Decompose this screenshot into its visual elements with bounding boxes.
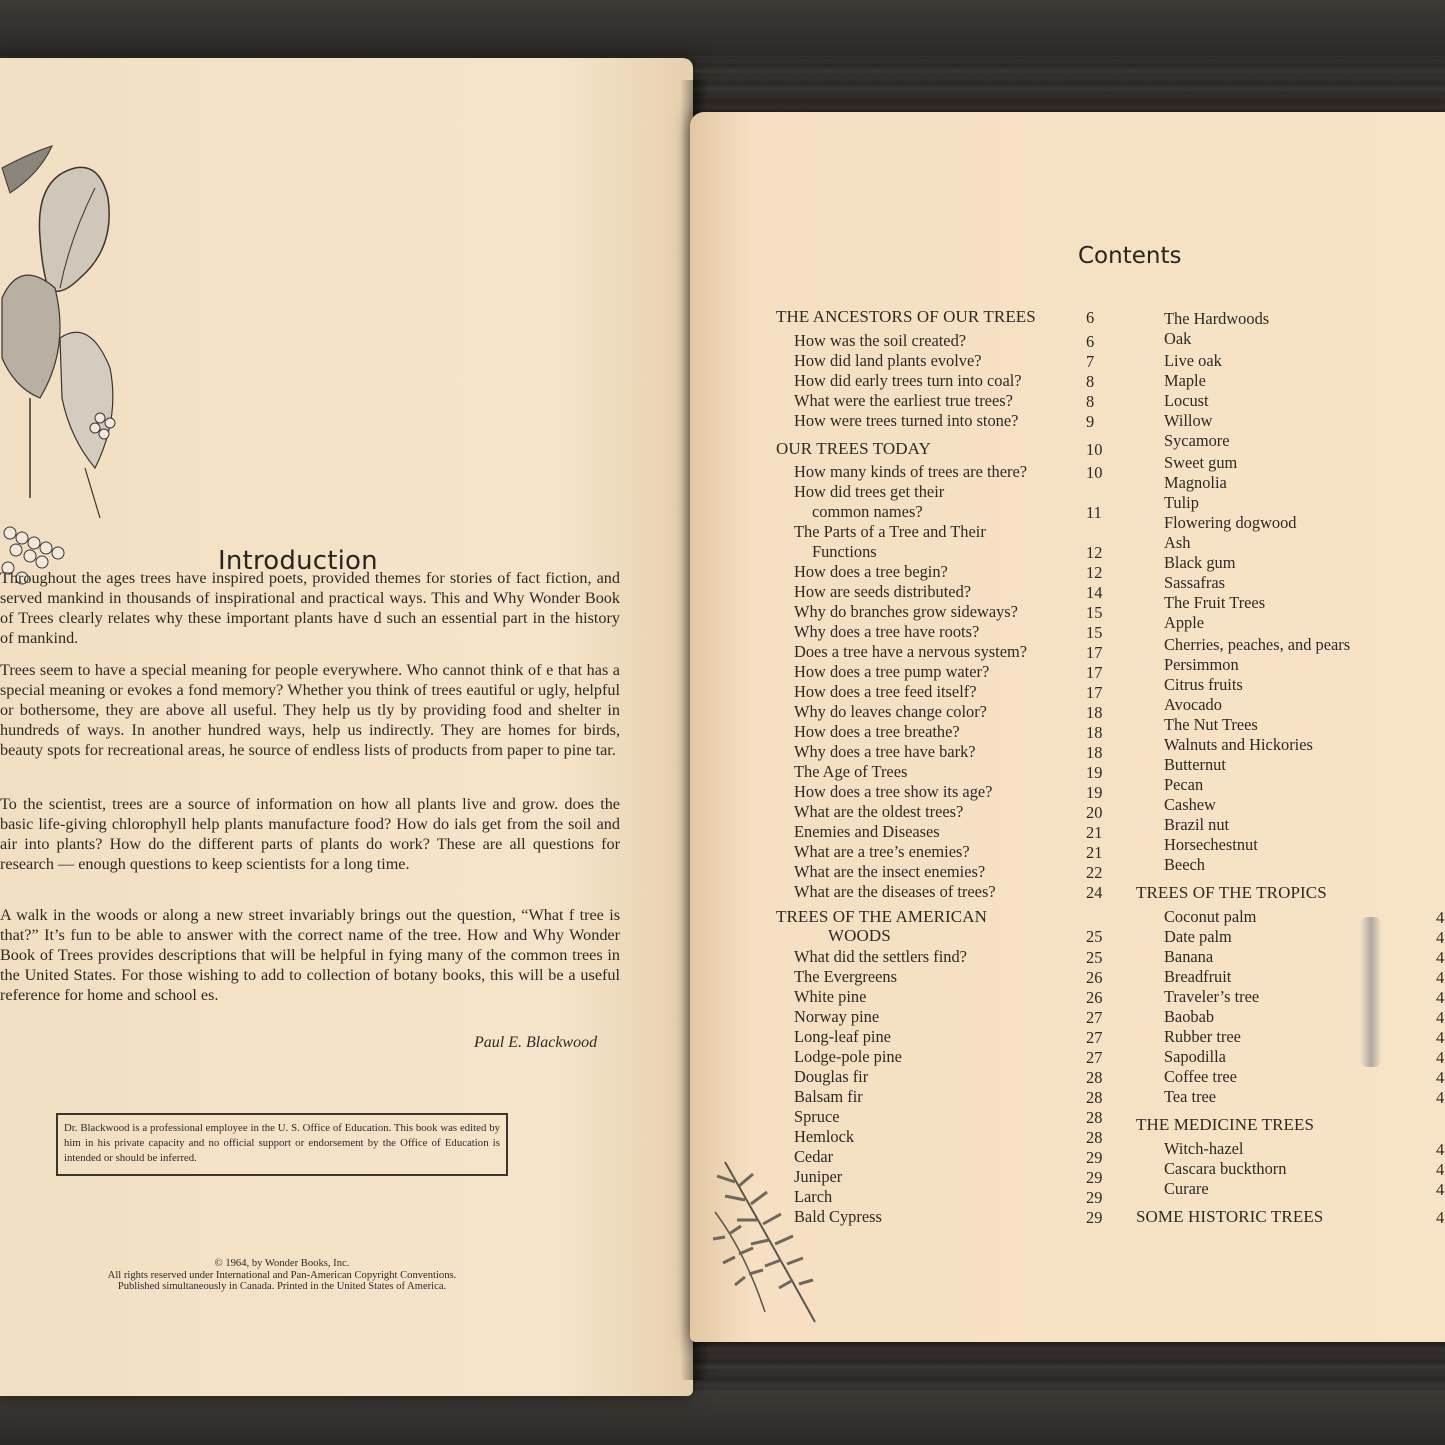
toc-entry-title: How does a tree begin? bbox=[794, 562, 948, 581]
toc-page-number: 28 bbox=[1086, 1088, 1103, 1107]
toc-entry-title: Breadfruit bbox=[1164, 967, 1232, 986]
toc-entry-title: Ash bbox=[1164, 533, 1191, 552]
toc-page-number: 18 bbox=[1086, 703, 1103, 722]
toc-page-number: 17 bbox=[1086, 683, 1103, 702]
toc-entry-title: Does a tree have a nervous system? bbox=[794, 642, 1028, 661]
toc-page-number: 4 bbox=[1436, 1068, 1445, 1087]
toc-page-number: 28 bbox=[1086, 1068, 1103, 1087]
toc-page-number: 29 bbox=[1086, 1188, 1103, 1207]
intro-title: Introduction bbox=[218, 546, 378, 576]
toc-section-title: OUR TREES TODAY bbox=[776, 439, 931, 458]
toc-page-number: 4 bbox=[1436, 1160, 1445, 1179]
toc-page-number: 27 bbox=[1086, 1008, 1103, 1027]
toc-entry-title: What are the diseases of trees? bbox=[794, 882, 996, 901]
toc-entry-title: The Hardwoods bbox=[1164, 309, 1270, 328]
toc-entry-title: What are the oldest trees? bbox=[794, 802, 964, 821]
toc-page-number: 12 bbox=[1086, 563, 1103, 582]
fern-illustration bbox=[705, 1142, 835, 1332]
toc-entry-title: How was the soil created? bbox=[794, 331, 967, 350]
toc-entry-title: Sassafras bbox=[1164, 573, 1225, 592]
toc-entry-title: Maple bbox=[1164, 371, 1206, 390]
toc-page-number: 17 bbox=[1086, 663, 1103, 682]
toc-entry-title: Willow bbox=[1164, 411, 1213, 430]
toc-entry-title: Why does a tree have bark? bbox=[794, 742, 976, 761]
toc-entry-title: Cascara buckthorn bbox=[1164, 1159, 1287, 1178]
copyright-line: Published simultaneously in Canada. Printed in the United States of America. bbox=[117, 1281, 447, 1292]
toc-page-number: 26 bbox=[1086, 988, 1103, 1007]
toc-entry-title: How does a tree show its age? bbox=[794, 782, 993, 801]
toc-entry-title: Coffee tree bbox=[1164, 1067, 1237, 1086]
toc-page-number: 8 bbox=[1086, 372, 1095, 391]
toc-page-number: 25 bbox=[1086, 927, 1103, 946]
toc-entry-title: Douglas fir bbox=[794, 1067, 869, 1086]
toc-page-number: 25 bbox=[1086, 948, 1103, 967]
toc-entry-title: Hemlock bbox=[794, 1127, 855, 1146]
toc-page-number: 7 bbox=[1086, 352, 1095, 371]
toc-entry-title: Rubber tree bbox=[1164, 1027, 1241, 1046]
toc-page-number: 18 bbox=[1086, 743, 1103, 762]
toc-page-number: 4 bbox=[1436, 1028, 1445, 1047]
toc-page-number: 6 bbox=[1086, 308, 1095, 327]
toc-page-number: 4 bbox=[1436, 1208, 1445, 1227]
toc-entry-title: Magnolia bbox=[1164, 473, 1227, 492]
toc-entry-title: White pine bbox=[794, 987, 867, 1006]
toc-entry-title: Norway pine bbox=[794, 1007, 880, 1026]
toc-page-number: 15 bbox=[1086, 603, 1103, 622]
leaf-illustration bbox=[0, 138, 130, 608]
toc-page-number: 21 bbox=[1086, 843, 1103, 862]
toc-entry-title: Horsechestnut bbox=[1164, 835, 1258, 854]
toc-entry-title: Why does a tree have roots? bbox=[794, 622, 980, 641]
toc-page-number: 4 bbox=[1436, 1140, 1445, 1159]
toc-page-number: 15 bbox=[1086, 623, 1103, 642]
toc-entry-title: Bald Cypress bbox=[794, 1207, 882, 1226]
toc-entry-title: Sycamore bbox=[1164, 431, 1230, 450]
toc-entry-title: How does a tree pump water? bbox=[794, 662, 990, 681]
toc-entry-title: The Fruit Trees bbox=[1164, 593, 1266, 612]
toc-entry-title: How are seeds distributed? bbox=[794, 582, 972, 601]
intro-paragraph-2: Trees seem to have a special meaning for people everywhere. Who cannot think of e that has a special meaning or evokes a fond memory? Whether you think of trees eautiful or ugly, helpful or bothersome, they are above all useful. They help us tly by providing food and shelter in hundreds of ways. In another hundred ways, help us indirectly. They are homes for birds, beauty spots for recreational areas, he source of endless lists of products from paper to pine tar. bbox=[0, 661, 620, 759]
toc-entry-title: Cedar bbox=[794, 1147, 834, 1166]
toc-entry-title: Why do branches grow sideways? bbox=[794, 602, 1018, 621]
toc-section-title: SOME HISTORIC TREES bbox=[1136, 1207, 1324, 1226]
toc-page-number: 6 bbox=[1086, 332, 1095, 351]
toc-entry-title: The Evergreens bbox=[794, 967, 898, 986]
toc-entry-title: Tulip bbox=[1164, 493, 1199, 512]
toc-entry-title: What are a tree’s enemies? bbox=[794, 842, 970, 861]
toc-entry-title: What did the settlers find? bbox=[794, 947, 967, 966]
toc-entry-title: How does a tree breathe? bbox=[794, 722, 960, 741]
intro-paragraph-4: A walk in the woods or along a new street invariably brings out the question, “What f tree is that?” It’s fun to be able to answer with the correct name of the tree. How and Why Wonder Book of Trees provides descriptions that will be helpful in fying many of the common trees in the United States. For those wishing to add to collection of botany books, this will be a useful reference for home and school es. bbox=[0, 906, 620, 1004]
toc-entry-title: Traveler’s tree bbox=[1164, 987, 1260, 1006]
toc-page-number: 4 bbox=[1436, 1048, 1445, 1067]
toc-entry-title: Sapodilla bbox=[1164, 1047, 1226, 1066]
pencil-smudge bbox=[1360, 917, 1382, 1067]
toc-page-number: 24 bbox=[1086, 883, 1103, 902]
toc-entry-title: Pecan bbox=[1164, 775, 1204, 794]
toc-page-number: 4 bbox=[1436, 928, 1445, 947]
toc-entry-title: What were the earliest true trees? bbox=[794, 391, 1013, 410]
toc-entry-title: Balsam fir bbox=[794, 1087, 863, 1106]
toc-section-title: THE MEDICINE TREES bbox=[1136, 1115, 1315, 1134]
toc-page-number: 21 bbox=[1086, 823, 1103, 842]
toc-entry-title: Long-leaf pine bbox=[794, 1027, 891, 1046]
toc-entry-title: Date palm bbox=[1164, 927, 1232, 946]
toc-entry-title: What are the insect enemies? bbox=[794, 862, 986, 881]
copyright-line: All rights reserved under International and Pan-American Copyright Conventions. bbox=[107, 1269, 457, 1281]
toc-entry-title: Tea tree bbox=[1164, 1087, 1217, 1106]
toc-entry-title: Butternut bbox=[1164, 755, 1226, 774]
toc-page-number: 10 bbox=[1086, 440, 1103, 459]
author-signature: Paul E. Blackwood bbox=[474, 1034, 598, 1051]
toc-page-number: 10 bbox=[1086, 463, 1103, 482]
toc-section-title: THE ANCESTORS OF OUR TREES bbox=[776, 307, 1036, 326]
toc-entry-title: Why do leaves change color? bbox=[794, 702, 987, 721]
toc-page-number: 28 bbox=[1086, 1108, 1103, 1127]
toc-entry-title: The Age of Trees bbox=[794, 762, 908, 781]
copyright-block bbox=[52, 1258, 512, 1293]
toc-page-number: 4 bbox=[1436, 988, 1445, 1007]
wood-plank-top bbox=[0, 0, 1445, 56]
wood-plank-bottom bbox=[0, 1390, 1445, 1445]
toc-entry-title: How did early trees turn into coal? bbox=[794, 371, 1022, 390]
toc-entry-title: Witch-hazel bbox=[1164, 1139, 1244, 1158]
toc-page-number: 27 bbox=[1086, 1028, 1103, 1047]
toc-page-number: 12 bbox=[1086, 543, 1103, 562]
toc-entry-title: Juniper bbox=[794, 1167, 843, 1186]
toc-entry-title: Brazil nut bbox=[1164, 815, 1230, 834]
toc-entry-title: Live oak bbox=[1164, 351, 1222, 370]
toc-page-number: 20 bbox=[1086, 803, 1103, 822]
toc-entry-title: Larch bbox=[794, 1187, 833, 1206]
right-page bbox=[690, 112, 1445, 1342]
contents-title: Contents bbox=[1078, 243, 1182, 269]
toc-entry-title: Cashew bbox=[1164, 795, 1216, 814]
toc-entry-title: How did trees get their bbox=[794, 482, 945, 501]
toc-entry-title: Oak bbox=[1164, 329, 1192, 348]
toc-entry-title: Walnuts and Hickories bbox=[1164, 735, 1313, 754]
toc-page-number: 19 bbox=[1086, 783, 1103, 802]
toc-page-number: 4 bbox=[1436, 1088, 1445, 1107]
toc-page-number: 29 bbox=[1086, 1148, 1103, 1167]
toc-entry-title: Sweet gum bbox=[1164, 453, 1238, 472]
intro-paragraph-1: Throughout the ages trees have inspired poets, provided themes for stories of fact fiction, and served mankind in thousands of inspirational and practical ways. This and Why Wonder Book of Trees clearly relates why these important plants have d such an essential part in the history of mankind. bbox=[0, 569, 620, 647]
toc-entry-title: Apple bbox=[1164, 613, 1205, 632]
toc-entry-title: Beech bbox=[1164, 855, 1205, 874]
toc-page-number: 18 bbox=[1086, 723, 1103, 742]
toc-page-number: 29 bbox=[1086, 1208, 1103, 1227]
toc-entry-title: Enemies and Diseases bbox=[794, 822, 940, 841]
toc-page-number: 4 bbox=[1436, 948, 1445, 967]
toc-entry-title: Cherries, peaches, and pears bbox=[1164, 635, 1351, 654]
toc-page-number: 14 bbox=[1086, 583, 1103, 602]
toc-page-number: 28 bbox=[1086, 1128, 1103, 1147]
toc-entry-title: Coconut palm bbox=[1164, 907, 1257, 926]
toc-section-title: TREES OF THE TROPICS bbox=[1136, 883, 1327, 902]
toc-entry-title: Black gum bbox=[1164, 553, 1236, 572]
toc-entry-title: Functions bbox=[812, 542, 877, 561]
toc-entry-title: How were trees turned into stone? bbox=[794, 411, 1019, 430]
toc-entry-title: Flowering dogwood bbox=[1164, 513, 1297, 532]
toc-section-title: TREES OF THE AMERICAN bbox=[776, 907, 987, 926]
toc-entry-title: How many kinds of trees are there? bbox=[794, 462, 1028, 481]
toc-entry-title: How did land plants evolve? bbox=[794, 351, 982, 370]
toc-entry-title: The Nut Trees bbox=[1164, 715, 1258, 734]
toc-page-number: 8 bbox=[1086, 392, 1095, 411]
toc-page-number: 4 bbox=[1436, 1180, 1445, 1199]
toc-page-number: 19 bbox=[1086, 763, 1103, 782]
toc-entry-title: Spruce bbox=[794, 1107, 840, 1126]
toc-entry-title: Persimmon bbox=[1164, 655, 1239, 674]
toc-entry-title: Citrus fruits bbox=[1164, 675, 1243, 694]
toc-page-number: 27 bbox=[1086, 1048, 1103, 1067]
toc-page-number: 29 bbox=[1086, 1168, 1103, 1187]
toc-entry-title: common names? bbox=[812, 502, 923, 521]
intro-paragraph-3: To the scientist, trees are a source of information on how all plants live and grow. does the basic life-giving chlorophyll help plants manufacture food? How do ials get from the soil and air into plants? How do the different parts of plants do work? These are all questions for research — enough questions to keep scientists for a long time. bbox=[0, 795, 620, 873]
toc-section-title: WOODS bbox=[828, 926, 891, 945]
toc-entry-title: Avocado bbox=[1164, 695, 1222, 714]
toc-page-number: 4 bbox=[1436, 1008, 1445, 1027]
toc-entry-title: The Parts of a Tree and Their bbox=[794, 522, 986, 541]
toc-entry-title: Locust bbox=[1164, 391, 1209, 410]
left-page bbox=[0, 58, 693, 1396]
toc-page-number: 4 bbox=[1436, 968, 1445, 987]
copyright-line: © 1964, by Wonder Books, Inc. bbox=[214, 1258, 350, 1269]
toc-page-number: 4 bbox=[1436, 908, 1445, 927]
toc-page-number: 9 bbox=[1086, 412, 1095, 431]
toc-page-number: 22 bbox=[1086, 863, 1103, 882]
toc-entry-title: Curare bbox=[1164, 1179, 1209, 1198]
toc-page-number: 26 bbox=[1086, 968, 1103, 987]
author-note-box: Dr. Blackwood is a professional employee in the U. S. Office of Education. This book was edited by him in his private capacity and no official support or endorsement by the Office of Education is intended or should be inferred. bbox=[56, 1113, 508, 1176]
toc-entry-title: Banana bbox=[1164, 947, 1214, 966]
toc-entry-title: Lodge-pole pine bbox=[794, 1047, 902, 1066]
toc-page-number: 17 bbox=[1086, 643, 1103, 662]
toc-entry-title: Baobab bbox=[1164, 1007, 1215, 1026]
toc-page-number: 11 bbox=[1086, 503, 1102, 522]
toc-entry-title: How does a tree feed itself? bbox=[794, 682, 977, 701]
